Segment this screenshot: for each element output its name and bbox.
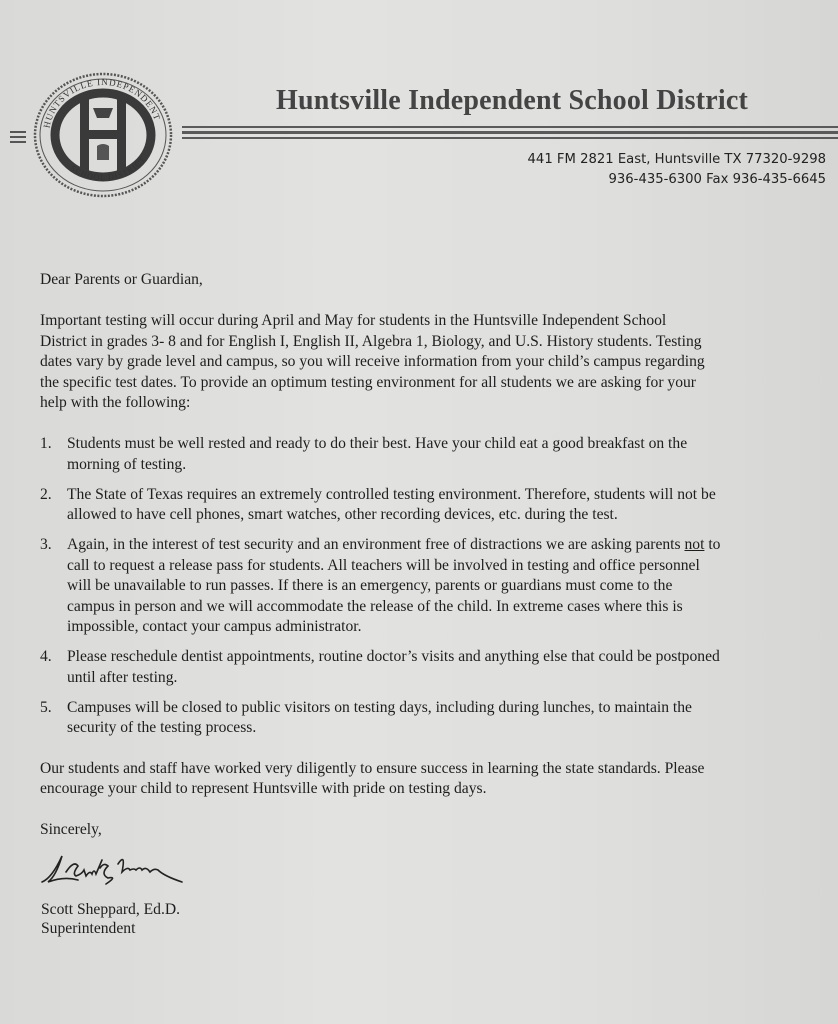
text-line: Please reschedule dentist appointments, routine doctor’s visits and anything else that could be postponed [67, 648, 720, 665]
phone-fax: 936-435-6300 Fax 936-435-6645 [608, 172, 826, 187]
seal-text-bottom: SCHOOL DISTRICT [68, 154, 148, 183]
list-item [40, 434, 830, 475]
list-number: 1. [40, 435, 52, 452]
text-line: Important testing will occur during April and May for students in the Huntsville Independent School [40, 312, 667, 329]
text-line: campus in person and we will accommodate the release of the child. In extreme cases where this is [67, 597, 683, 615]
list-item [40, 485, 830, 526]
list-item [40, 698, 830, 739]
text-line [67, 535, 830, 556]
instructions-list [40, 434, 830, 739]
text-segment: Again, in the interest of test security and an environment free of distractions we are asking parents [67, 536, 685, 553]
list-number: 4. [40, 648, 52, 665]
text-line: the specific test dates. To provide an optimum testing environment for all students we are asking for your [40, 373, 696, 391]
list-number: 3. [40, 536, 52, 553]
text-line: help with the following: [40, 394, 191, 411]
text-segment: to [704, 536, 721, 553]
text-line: will be unavailable to run passes. If there is an emergency, parents or guardians must come to the [67, 577, 673, 594]
district-name-heading: Huntsville Independent School District [276, 85, 748, 116]
list-item [40, 535, 830, 638]
text-line: morning of testing. [67, 455, 187, 473]
text-line: Campuses will be closed to public visitors on testing days, including during lunches, to maintain the [67, 698, 692, 716]
text-line: encourage your child to represent Huntsville with pride on testing days. [40, 780, 487, 797]
signature-image [40, 852, 190, 890]
text-line: impossible, contact your campus administrator. [67, 618, 362, 635]
letter-body [40, 270, 830, 841]
text-line: allowed to have cell phones, smart watches, other recording devices, etc. during the test. [67, 506, 618, 523]
signature-block [41, 900, 180, 938]
letterhead-mark [10, 131, 26, 146]
salutation: Dear Parents or Guardian, [40, 271, 203, 288]
list-number: 2. [40, 485, 52, 503]
closing-paragraph [40, 759, 830, 800]
valediction: Sincerely, [40, 821, 102, 838]
emphasized-text: not [684, 536, 705, 553]
text-line: The State of Texas requires an extremely controlled testing environment. Therefore, students will not be [67, 485, 716, 503]
text-line: call to request a release pass for students. All teachers will be involved in testing and office personnel [67, 556, 700, 574]
text-line: security of the testing process. [67, 719, 257, 736]
text-line: Our students and staff have worked very diligently to ensure success in learning the state standards. Please [40, 759, 705, 777]
signer-name: Scott Sheppard, Ed.D. [41, 901, 181, 918]
text-line: Students must be well rested and ready to do their best. Have your child eat a good breakfast on the [67, 435, 688, 452]
signer-title: Superintendent [41, 920, 136, 937]
address: 441 FM 2821 East, Huntsville TX 77320-9298 [527, 152, 826, 167]
list-item [40, 647, 830, 688]
list-number: 5. [40, 698, 52, 716]
text-line: until after testing. [67, 668, 178, 686]
letterhead-rules [182, 126, 838, 142]
text-line: District in grades 3- 8 and for English I, English II, Algebra 1, Biology, and U.S. History students. Testing [40, 332, 702, 350]
district-seal-logo [33, 72, 173, 198]
intro-paragraph [40, 311, 830, 414]
district-contact [528, 150, 826, 190]
text-line: dates vary by grade level and campus, so you will receive information from your child’s campus regarding [40, 353, 705, 370]
seal-text-top: HUNTSVILLE INDEPENDENT [41, 76, 163, 129]
